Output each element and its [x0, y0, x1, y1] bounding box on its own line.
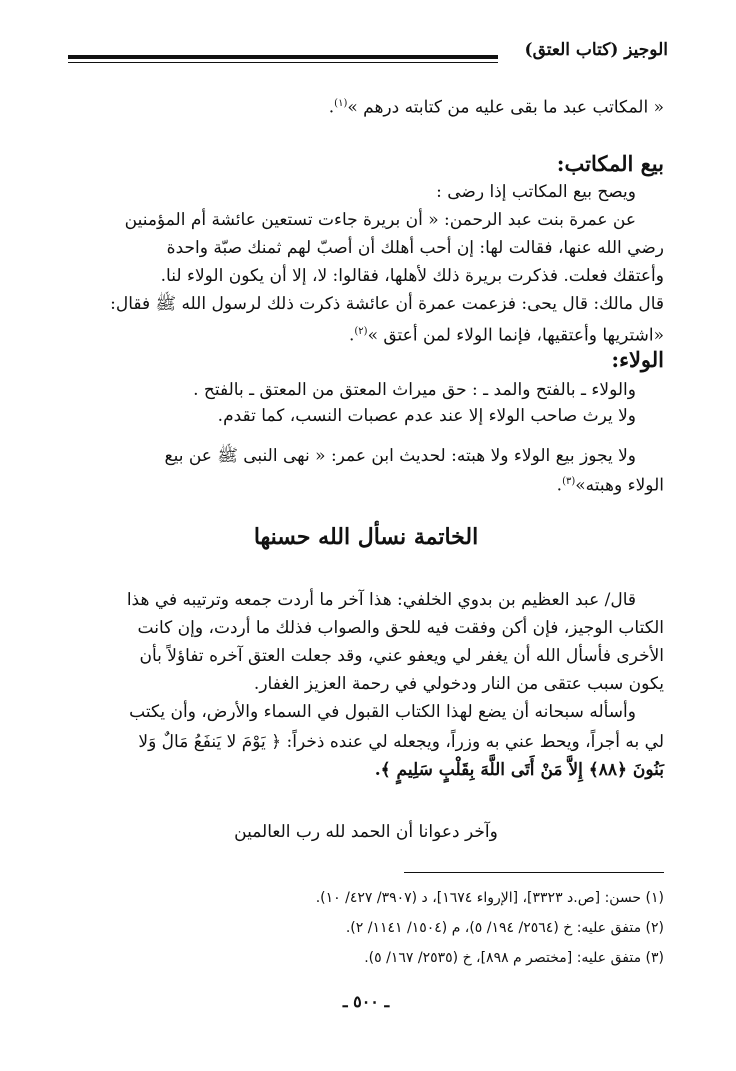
- footnote-ref: (٢): [354, 326, 368, 337]
- text-line: «اشتريها وأعتقيها، فإنما الولاء لمن أعتق »$^{(٢)}$.: [348, 325, 664, 346]
- heading-wala: الولاء:: [611, 347, 664, 372]
- text-line: رضي الله عنها، فقالت لها: إن أحب أهلك أن أصبّ لهم ثمنك صبّة واحدة: [166, 238, 664, 258]
- footnote-ref: (٣): [562, 476, 576, 487]
- footnote-rule: [404, 872, 664, 873]
- running-header: [68, 40, 668, 76]
- page-number: ـ ٥٠٠ ـ: [342, 992, 390, 1011]
- text-line: قال/ عبد العظيم بن بدوي الخلفي: هذا آخر ما أردت جمعه وترتيبه في هذا: [126, 590, 636, 610]
- text-line: ولا يرث صاحب الولاء إلا عند عدم عصبات النسب، كما تقدم.: [217, 406, 636, 426]
- text-line: قال مالك: قال يحى: فزعمت عمرة أن عائشة ذكرت ذلك لرسول الله ﷺ فقال:: [110, 294, 664, 314]
- text-line: وأسأله سبحانه أن يضع لهذا الكتاب القبول في السماء والأرض، وأن يكتب: [129, 702, 636, 722]
- text-line: الولاء وهبته»$^{(٣)}$.: [556, 475, 664, 496]
- footnote-3: (٣) متفق عليه: [مختصر م ٨٩٨]، خ (٢٥٣٥/ ١٦٧/ ٥).: [364, 950, 664, 966]
- footnote-ref: (١): [334, 98, 348, 109]
- header-title: الوجيز (كتاب العتق): [524, 40, 668, 60]
- text-line: لي به أجراً، ويحط عني به وزراً، ويجعله لي عنده ذخراً: ﴿ يَوْمَ لا يَنفَعُ مَالٌ وَلا: [138, 732, 664, 752]
- section-title: الخاتمة نسأل الله حسنها: [253, 524, 479, 550]
- footnote-2: (٢) متفق عليه: خ (٢٥٦٤/ ١٩٤/ ٥)، م (١٥٠٤/ ١١٤١/ ٢).: [345, 920, 664, 936]
- text-line: الكتاب الوجيز، فإن أكن وفقت فيه للحق والصواب فذلك ما أردت، وإن كانت: [137, 618, 664, 638]
- text-line: والولاء ـ بالفتح والمد ـ : حق ميراث المعتق من المعتق ـ بالفتح .: [193, 380, 636, 400]
- quran-verse-line: بَنُونَ ﴿٨٨﴾ إِلاَّ مَنْ أَتَى اللَّهَ بِقَلْبٍ سَلِيمٍ ﴾.: [374, 760, 664, 780]
- closing-line: وآخر دعوانا أن الحمد لله رب العالمين: [234, 822, 498, 842]
- heading-mukatab-sale: بيع المكاتب:: [556, 151, 664, 176]
- text-line: الأخرى فأسأل الله أن يغفر لي ويعفو عني، وقد جعلت العتق آخره تفاؤلاً بأن: [139, 646, 664, 666]
- text-line: « المكاتب عبد ما بقى عليه من كتابته درهم »$^{(١)}$.: [328, 97, 664, 118]
- header-rule: [68, 55, 498, 59]
- header-rule-thin: [68, 62, 498, 63]
- text-line: ويصح بيع المكاتب إذا رضى :: [436, 182, 636, 202]
- text-line: ولا يجوز بيع الولاء ولا هبته: لحديث ابن عمر: « نهى النبى ﷺ عن بيع: [164, 446, 636, 466]
- text-line: عن عمرة بنت عبد الرحمن: « أن بريرة جاءت تستعين عائشة أم المؤمنين: [124, 210, 636, 230]
- text-line: وأعتقك فعلت. فذكرت بريرة ذلك لأهلها، فقالوا: لا، إلا أن يكون الولاء لنا.: [160, 266, 664, 286]
- text-line: يكون سبب عتقى من النار ودخولي في رحمة العزيز الغفار.: [253, 674, 664, 694]
- footnote-1: (١) حسن: [ص.د ٣٣٢٣]، [الإرواء ١٦٧٤]، د (٣٩٠٧/ ٤٢٧/ ١٠).: [315, 890, 664, 906]
